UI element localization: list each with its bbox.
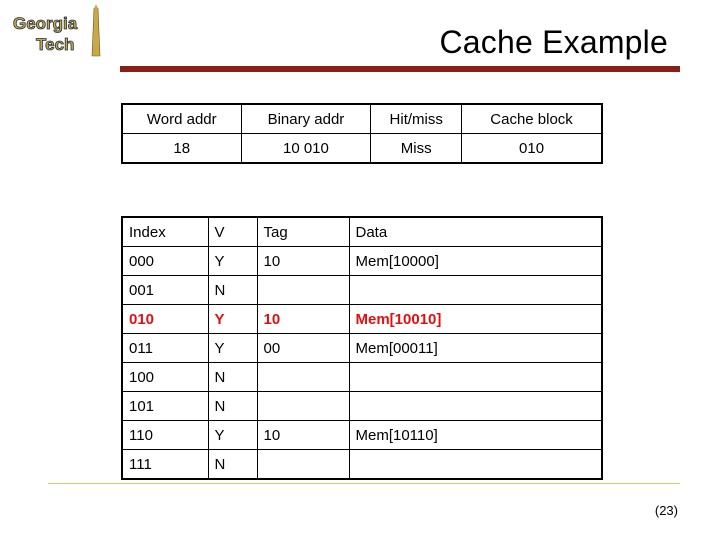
cell-index: 100 xyxy=(122,363,208,392)
cache-table xyxy=(121,216,603,480)
cell-tag: 00 xyxy=(257,334,349,363)
cell-valid: Y xyxy=(208,247,257,276)
cell-data xyxy=(349,276,602,305)
access-table-row xyxy=(122,134,602,164)
cell-data: Mem[00011] xyxy=(349,334,602,363)
title-divider xyxy=(120,66,680,72)
cell-cache-block: 010 xyxy=(462,134,602,164)
cell-index: 001 xyxy=(122,276,208,305)
access-table xyxy=(121,103,603,164)
cell-tag: 10 xyxy=(257,247,349,276)
header-cache-block: Cache block xyxy=(462,104,602,134)
cache-table-row xyxy=(122,247,602,276)
cell-tag xyxy=(257,363,349,392)
header-binary-addr: Binary addr xyxy=(241,104,371,134)
logo-word-tech: Tech xyxy=(36,35,75,54)
cell-valid: Y xyxy=(208,305,257,334)
slide-title: Cache Example xyxy=(439,24,668,60)
cell-valid: N xyxy=(208,363,257,392)
cell-valid: N xyxy=(208,450,257,480)
cache-table-row xyxy=(122,276,602,305)
cell-index: 110 xyxy=(122,421,208,450)
cache-table-row xyxy=(122,450,602,480)
cell-data: Mem[10010] xyxy=(349,305,602,334)
cell-tag: 10 xyxy=(257,305,349,334)
cache-table-header-row xyxy=(122,217,602,247)
cell-valid: Y xyxy=(208,334,257,363)
footer-divider xyxy=(48,483,680,484)
cache-table-row xyxy=(122,334,602,363)
cell-index: 010 xyxy=(122,305,208,334)
cache-table-row-highlighted xyxy=(122,305,602,334)
cell-data: Mem[10110] xyxy=(349,421,602,450)
header-tag: Tag xyxy=(257,217,349,247)
access-table-header-row xyxy=(122,104,602,134)
cell-valid: N xyxy=(208,276,257,305)
header-hit-miss: Hit/miss xyxy=(371,104,462,134)
header-index: Index xyxy=(122,217,208,247)
cell-index: 101 xyxy=(122,392,208,421)
cache-table-row xyxy=(122,392,602,421)
cell-tag xyxy=(257,392,349,421)
header-word-addr: Word addr xyxy=(122,104,241,134)
page-number: (23) xyxy=(654,503,678,518)
georgia-tech-logo-graphic xyxy=(10,4,106,60)
cell-index: 111 xyxy=(122,450,208,480)
cell-tag xyxy=(257,450,349,480)
header-data: Data xyxy=(349,217,602,247)
cell-index: 000 xyxy=(122,247,208,276)
logo-word-georgia: Georgia xyxy=(13,14,78,33)
cell-data: Mem[10000] xyxy=(349,247,602,276)
cache-table-row xyxy=(122,363,602,392)
cell-index: 011 xyxy=(122,334,208,363)
georgia-tech-logo xyxy=(10,4,106,60)
cell-hit-miss: Miss xyxy=(371,134,462,164)
header-valid: V xyxy=(208,217,257,247)
cell-tag xyxy=(257,276,349,305)
cell-binary-addr: 10 010 xyxy=(241,134,371,164)
cell-tag: 10 xyxy=(257,421,349,450)
cell-valid: Y xyxy=(208,421,257,450)
cell-data xyxy=(349,363,602,392)
cell-data xyxy=(349,450,602,480)
cell-data xyxy=(349,392,602,421)
cell-word-addr: 18 xyxy=(122,134,241,164)
cache-table-row xyxy=(122,421,602,450)
cell-valid: N xyxy=(208,392,257,421)
